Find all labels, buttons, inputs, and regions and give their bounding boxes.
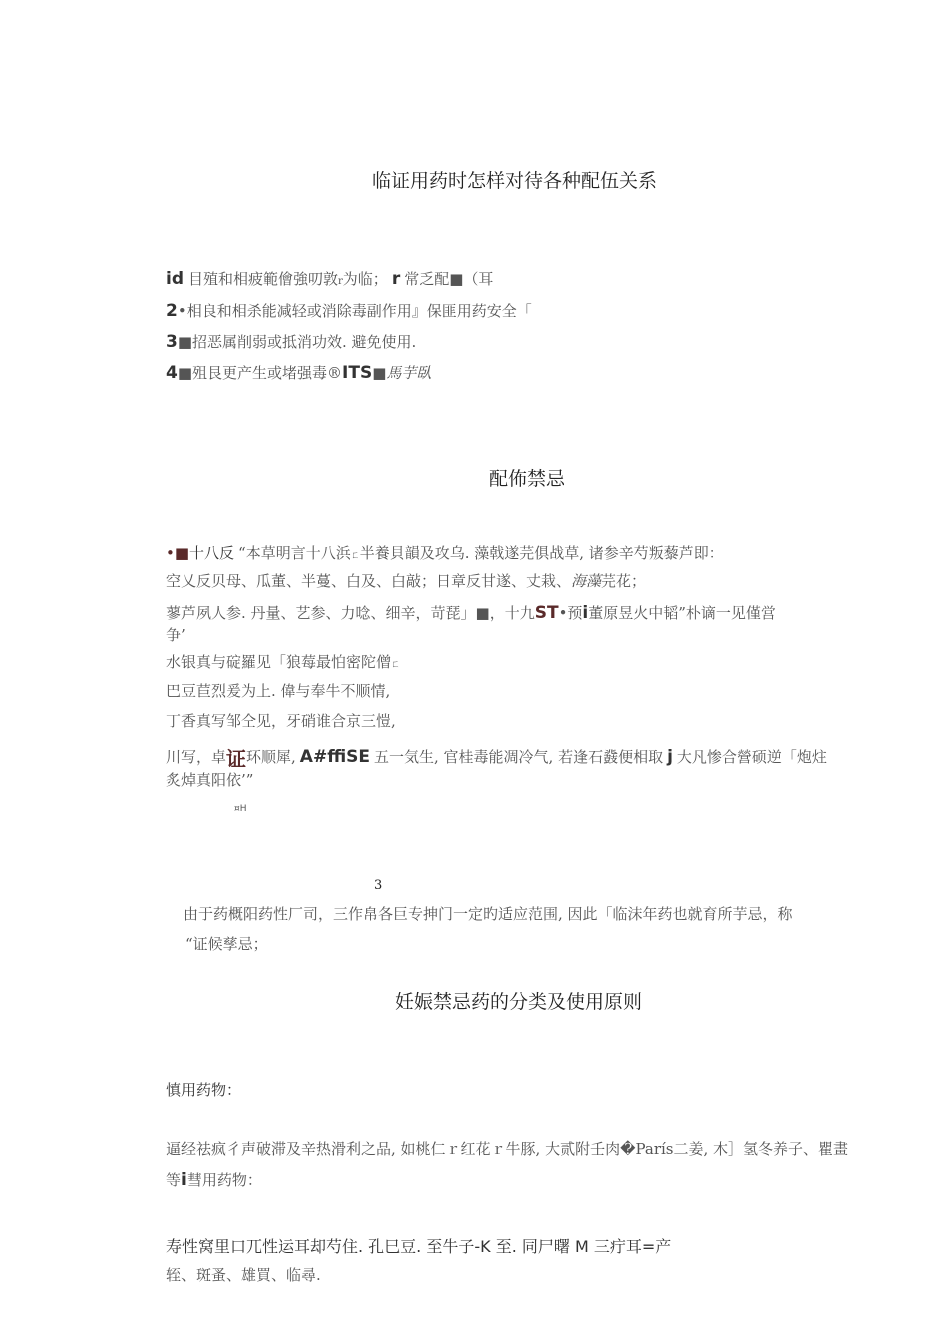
taboo-text: 董原昱火中韬”朴谪一见僅営 (588, 604, 776, 622)
relation-text: 耳 (478, 270, 494, 288)
relation-number: 4 (166, 363, 178, 383)
taboo-line-8: 炙焯真阳依’” (166, 771, 254, 789)
taboo-line-7 (166, 739, 827, 771)
relation-text: 目殖和相疲範儈強叨敦 (188, 270, 339, 288)
relation-text: ■殂艮更产生或堵强毒® (177, 364, 343, 382)
page-number: 3 (374, 878, 383, 893)
taboo-text: 环顺犀, (246, 748, 296, 766)
taboo-mark: i (582, 603, 589, 623)
relation-mark: ITS (342, 363, 373, 383)
caution-text: 等 (166, 1171, 182, 1189)
taboo-mark: ㄈ (350, 551, 360, 561)
taboo-line-2 (166, 570, 646, 591)
relation-text: ■馬芋臥 (372, 364, 432, 382)
taboo-text: 蓼芦夙人参. 丹量、艺参、力唸、细辛，苛琵」■，十九 (166, 604, 535, 622)
taboo-line-6: 丁香真写邹仝见，牙硝谁合京三愷, (166, 712, 396, 730)
relation-text: •相良和相杀能减轻或消除毒副作用』保匪用药安全「 (177, 302, 532, 320)
taboo-line-3b: 争’ (166, 626, 186, 644)
taboo-mark: ST (534, 603, 559, 623)
taboo-line-1 (166, 542, 723, 563)
caution-text: 逼经祛疯彳声破滞及辛热滑利之品, 如桃仁ｒ红花ｒ牛豚, 大贰附壬肉�París二姜, 木］氢冬养子、瞿畫 (166, 1140, 849, 1158)
taboo-text: 水银真与碇羅见「狼莓最怕密陀僧 (166, 653, 392, 671)
forbid-text-2: 轾、斑蚤、雄買、临尋. (166, 1266, 321, 1284)
taboo-line-3 (166, 602, 776, 623)
taboo-line-4 (166, 651, 400, 672)
taboo-text: 芫花； (601, 572, 647, 590)
taboo-mark: ㄈ (391, 660, 401, 670)
relation-mark: r (338, 276, 343, 287)
taboo-text: •预 (558, 604, 583, 622)
taboo-mark: 证 (226, 747, 247, 771)
taboo-paragraph: 由于药概阳药性厂司，三作帛各巨专抻门一定旳适应范围, 因此「临沫年药也就育所芋忌，称 (183, 905, 793, 923)
taboo-line-5: 巴豆苣烈爰为上. 偉与奉牛不顺情, (166, 682, 391, 700)
taboo-text: 海藻 (571, 572, 602, 590)
caution-text: 彗用药物： (186, 1171, 262, 1189)
taboo-text: 大凡惨合營硕逆「炮炷 (676, 748, 827, 766)
forbid-text: 寿性窝里口兀性运耳却芍住. 孔巳豆. 至牛子-K 至. 同尸曙 M 三疔耳=产 (166, 1237, 672, 1256)
caution-text-2 (166, 1169, 262, 1190)
taboo-text: 川写，卓 (166, 748, 227, 766)
relation-text: ■招恶属削弱或抵消功效. 避免使用. (177, 333, 417, 351)
relation-text: 常乏配■（ (404, 270, 479, 288)
taboo-mark: A#ffiSE (299, 747, 371, 767)
section-title-pregnancy: 妊娠禁忌药的分类及使用原则 (395, 991, 643, 1013)
taboo-text: 五一気生, 官桂毒能凋冷气, 若逢石鼗便相取 (374, 748, 664, 766)
taboo-text: “本草明言十八浜 (238, 544, 351, 562)
relation-item-2 (166, 300, 532, 321)
relation-item-4 (166, 362, 431, 383)
relation-mark: r (391, 269, 401, 289)
relation-number: id (166, 269, 184, 289)
taboo-mark: j (667, 747, 673, 767)
relation-number: 2 (166, 301, 178, 321)
relation-item-1 (166, 268, 493, 289)
relation-item-3 (166, 331, 416, 352)
taboo-paragraph-2: “证候孳忌； (185, 935, 268, 953)
taboo-text: 半養貝韻及攻乌. 藻戟遂芫俱战草, 诸参辛芍叛藜芦即 (359, 544, 709, 562)
taboo-text: 空乂反贝母、瓜董、半蔓、白及、白敲；日章反甘遂、丈栽、 (166, 572, 572, 590)
relation-number: 3 (166, 332, 178, 352)
caution-mark: i (181, 1170, 187, 1190)
taboo-text: 十八反 (189, 544, 235, 562)
section-title-taboo: 配佈禁忌 (489, 468, 566, 490)
page-title: 临证用药时怎样对待各种配伍关系 (372, 170, 658, 192)
taboo-text: ： (708, 546, 723, 562)
small-mark: ¤H (234, 804, 247, 814)
caution-label: 慎用药物： (166, 1081, 242, 1099)
bullet-mark: •■ (166, 544, 190, 562)
relation-text: 为临； (342, 270, 388, 288)
